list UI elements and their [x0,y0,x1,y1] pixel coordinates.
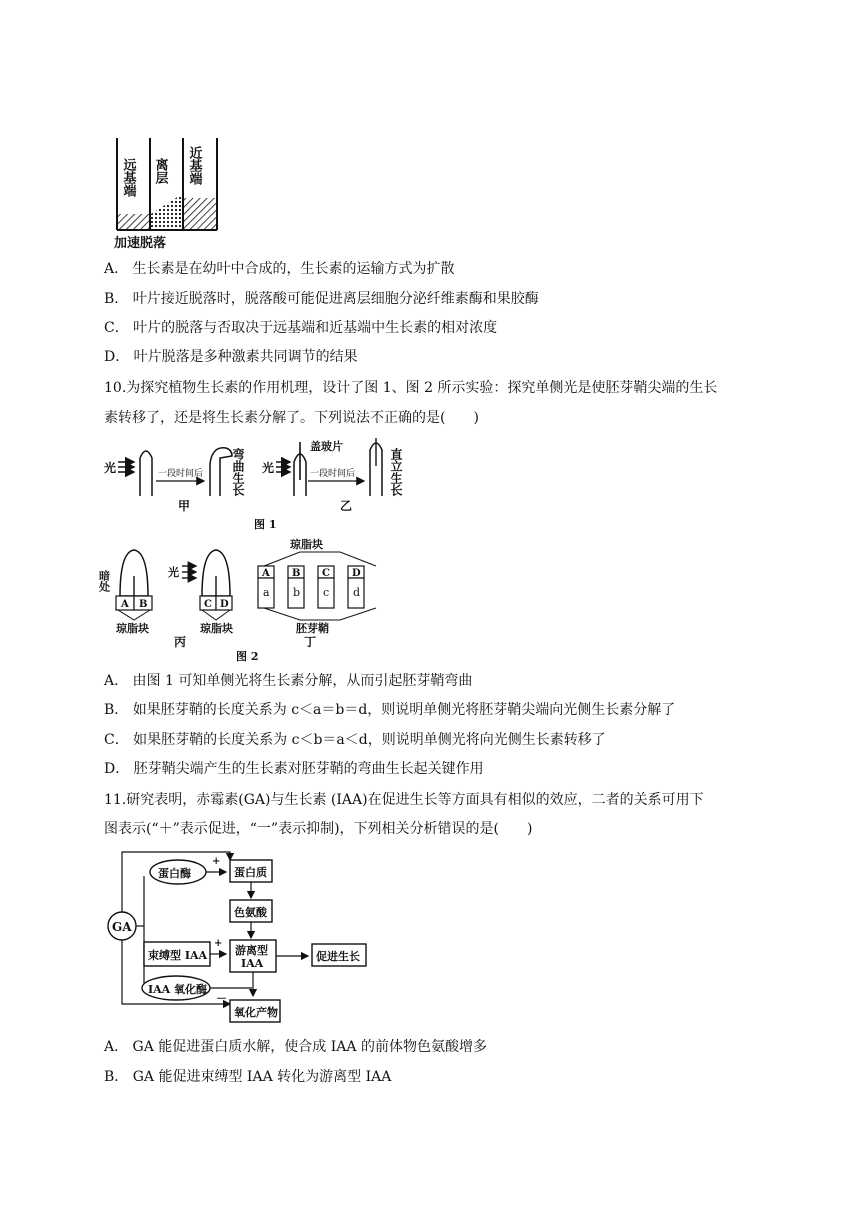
q11-stem-line1: 11.研究表明，赤霉素(GA)与生长素 (IAA)在促进生长等方面具有相似的效应，二者的关系可用下 [104,792,704,808]
distal-hatch [118,214,149,229]
q9-option-a: A． 生长素是在幼叶中合成的，生长素的运输方式为扩散 [104,261,455,277]
plus-sign-2: + [214,938,223,949]
fig1-light-yi: 光 [262,461,275,475]
block-d-upper: D [220,599,229,610]
coleoptile-jia-before [140,451,152,496]
oxidized-product-label: 氧化产物 [234,1006,278,1019]
fig1-bend-label: 弯曲生长 [231,448,245,496]
ding-lower-a: a [263,586,270,599]
oxidase-label: IAA 氧化酶 [148,983,208,996]
figure-1 [104,436,414,532]
ding-block-d: D [352,568,361,579]
protein-label: 蛋白质 [234,866,267,879]
bound-iaa-label: 束缚型 IAA [148,949,208,962]
protease-label: 蛋白酶 [158,867,191,880]
promote-growth-label: 促进生长 [316,950,360,963]
plus-sign-1: + [212,856,221,867]
tryptophan-label: 色氨酸 [234,906,267,919]
coleoptile-jia-after [210,448,232,496]
q10-option-a: A． 由图 1 可知单侧光将生长素分解，从而引起胚芽鞘弯曲 [104,673,473,689]
minus-sign: － [216,992,227,1005]
q10-stem-line1: 10.为探究植物生长素的作用机理，设计了图 1、图 2 所示实验：探究单侧光是使胚芽鞘尖端的生长 [104,380,718,396]
col-left-label: 远基端 [120,158,136,197]
fig2-agar-top: 琼脂块 [290,538,323,551]
fig2-agar-right: 琼脂块 [200,622,233,635]
fig1-arrow-text-yi: 一段时间后 [310,469,356,479]
ding-block-c: C [322,568,330,579]
ding-columns [258,566,364,608]
q10-option-b: B． 如果胚芽鞘的长度关系为 c＜a＝b＝d，则说明单侧光将胚芽鞘尖端向光侧生长素分解了 [104,702,676,718]
ding-lower-c: c [323,586,330,599]
free-iaa-label-1: 游离型 [235,944,268,957]
fig1-light-jia: 光 [104,461,117,475]
fig1-caption: 图 1 [254,518,277,531]
fig1-label-jia: 甲 [178,499,191,513]
block-c-upper: C [204,599,212,610]
ga-iaa-diagram [104,846,374,1028]
q9-option-b: B． 叶片接近脱落时，脱落酸可能促进离层细胞分泌纤维素酶和果胶酶 [104,291,539,307]
q11-option-a: A． GA 能促进蛋白质水解，使合成 IAA 的前体物色氨酸增多 [104,1039,487,1055]
q10-option-d: D． 胚芽鞘尖端产生的生长素对胚芽鞘的弯曲生长起关键作用 [104,761,484,777]
free-iaa-label-2: IAA [241,957,264,970]
ding-lower-d: d [353,586,361,599]
fig1-arrow-text-jia: 一段时间后 [158,469,204,479]
q10-option-c: C． 如果胚芽鞘的长度关系为 c＜b＝a＜d，则说明单侧光将向光侧生长素转移了 [104,732,606,748]
block-a-upper: A [121,599,129,610]
fig2-label-bing: 丙 [174,635,187,649]
proximal-hatch [184,198,216,229]
q9-option-c: C． 叶片的脱落与否取决于远基端和近基端中生长素的相对浓度 [104,320,498,336]
fig2-coleoptile-label: 胚芽鞘 [296,622,329,635]
figure-2 [97,536,384,663]
fig2-dark-label: 暗处 [97,570,111,592]
ga-label: GA [112,920,132,934]
fig1-label-yi: 乙 [340,499,353,513]
ding-lower-b: b [293,586,301,599]
fig2-label-ding: 丁 [304,635,317,649]
abscission-figure [110,132,230,252]
separation-dots [151,194,182,229]
fig1-straight-label: 直立生长 [389,448,403,496]
ding-block-a: A [262,568,270,579]
q9-option-d: D． 叶片脱落是多种激素共同调节的结果 [104,349,358,365]
q11-stem-line2: 图表示(“＋”表示促进，“一”表示抑制)，下列相关分析错误的是( ) [104,821,533,837]
fig2-caption: 图 2 [236,650,259,663]
q11-option-b: B． GA 能促进束缚型 IAA 转化为游离型 IAA [104,1069,392,1085]
col-right-label: 近基端 [186,146,202,185]
ding-block-b: B [292,568,301,579]
fig2-agar-left: 琼脂块 [116,622,149,635]
fig1-coverslip-label: 盖玻片 [310,440,343,453]
col-mid-label: 离层 [152,158,168,184]
q10-stem-line2: 素转移了，还是将生长素分解了。下列说法不正确的是( ) [104,410,479,426]
abscission-caption: 加速脱落 [114,236,167,251]
block-b-upper: B [139,599,148,610]
fig2-light-label: 光 [168,566,179,579]
